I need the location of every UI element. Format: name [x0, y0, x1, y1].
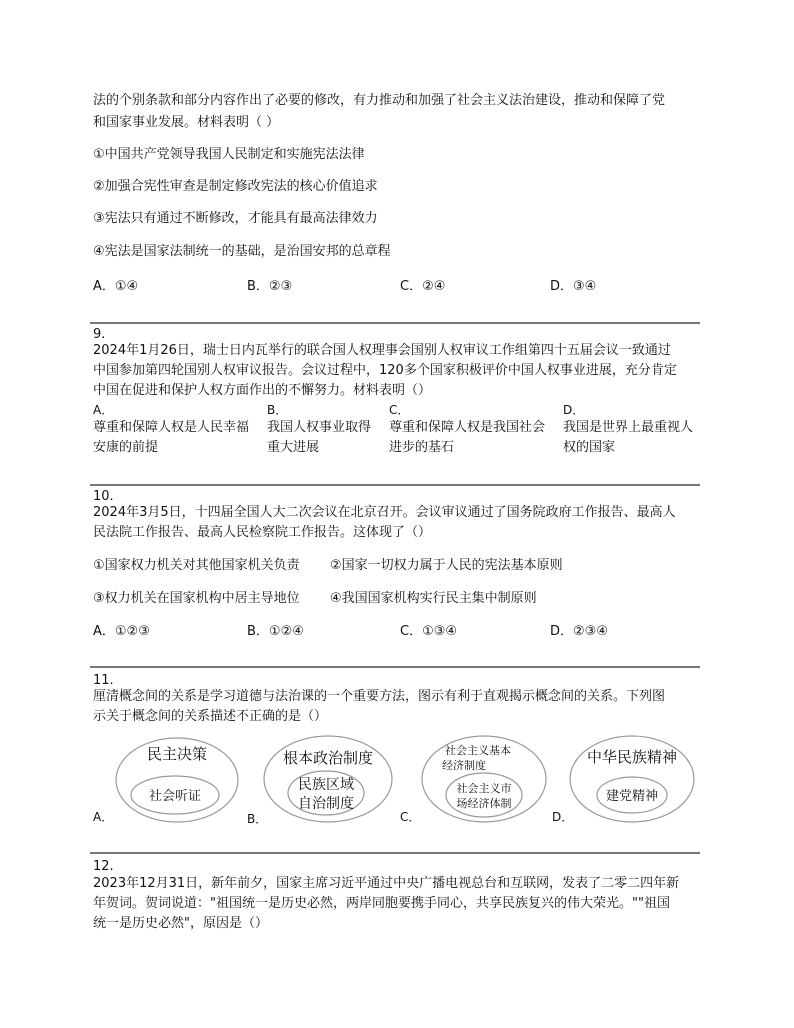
- q12-stem-line3: 统一是历史必然"，原因是（）: [93, 916, 268, 931]
- q11-diagram-d[interactable]: [568, 733, 696, 825]
- q11-c-inner-label-1: 社会主义市: [456, 782, 512, 795]
- q8-option-b[interactable]: B．②③: [247, 279, 293, 294]
- q10-option-c[interactable]: C．①③④: [400, 624, 458, 639]
- q11-stem-line2: 示关于概念间的关系描述不正确的是（）: [93, 709, 328, 724]
- q11-b-inner-label-2: 自治制度: [298, 796, 354, 812]
- q11-b-outer-label: 根本政治制度: [282, 749, 374, 767]
- q11-number: 11.: [93, 673, 114, 688]
- inner-ellipse: [446, 773, 522, 817]
- q11-option-b-letter[interactable]: B．: [247, 812, 268, 826]
- q11-c-inner-label-2: 场经济体制: [456, 797, 512, 810]
- q11-b-inner-label-1: 民族区域: [298, 777, 354, 793]
- q9-option-c-text: 尊重和保障人权是我国社会进步的基石: [389, 420, 546, 455]
- q9-option-a[interactable]: [93, 402, 261, 458]
- q8-stem-line2: 和国家事业发展。材料表明（ ）: [93, 115, 280, 130]
- q9-stem-line2: 中国参加第四轮国别人权审议报告。会议过程中，120多个国家积极评价中国人权事业进展，充分肯定: [93, 363, 677, 378]
- q11-stem-line1: 厘清概念间的关系是学习道德与法治课的一个重要方法，图示有利于直观揭示概念间的关系。下列图: [93, 689, 666, 704]
- q9-number: 9.: [93, 327, 106, 342]
- q10-option-a[interactable]: A．①②③: [93, 624, 150, 639]
- q12-stem-line2: 年贺词。贺词说道："祖国统一是历史必然，两岸同胞要携手同心，共享民族复兴的伟大荣光。""祖国: [93, 896, 670, 911]
- q9-option-d-letter: D．: [563, 403, 585, 417]
- q9-option-b[interactable]: [267, 402, 383, 458]
- q8-item-1: ①中国共产党领导我国人民制定和实施宪法法律: [93, 147, 365, 162]
- q9-option-c[interactable]: [389, 402, 557, 458]
- q8-option-a[interactable]: A．①④: [93, 279, 139, 294]
- q8-item-2: ②加强合宪性审查是制定修改宪法的核心价值追求: [93, 179, 378, 194]
- q11-a-inner-label: 社会听证: [148, 789, 202, 804]
- q8-option-c[interactable]: C．②④: [400, 279, 446, 294]
- q12-stem-line1: 2023年12月31日，新年前夕，国家主席习近平通过中央广播电视总台和互联网，发表了二零二四年新: [93, 876, 680, 891]
- q11-diagram-b[interactable]: [262, 733, 394, 825]
- q9-option-a-letter: A．: [93, 403, 114, 417]
- q9-stem-line1: 2024年1月26日，瑞士日内瓦举行的联合国人权理事会国别人权审议工作组第四十五届会议一致通过: [93, 343, 671, 358]
- divider: [90, 852, 700, 854]
- q8-item-3: ③宪法只有通过不断修改，才能具有最高法律效力: [93, 211, 378, 226]
- q10-option-b[interactable]: B．①②④: [247, 624, 304, 639]
- divider: [90, 484, 700, 486]
- q10-item-4: ④我国国家机构实行民主集中制原则: [330, 591, 537, 606]
- q9-option-d[interactable]: [563, 402, 703, 458]
- q8-option-d[interactable]: D．③④: [550, 279, 597, 294]
- q11-option-c-letter[interactable]: C．: [400, 810, 421, 824]
- q10-stem-line2: 民法院工作报告、最高人民检察院工作报告。这体现了（）: [93, 525, 432, 540]
- q9-option-d-text: 我国是世界上最重视人权的国家: [563, 420, 694, 455]
- q11-option-d-letter[interactable]: D．: [552, 810, 574, 824]
- q9-stem-line3: 中国在促进和保护人权方面作出的不懈努力。材料表明（）: [93, 383, 432, 398]
- q9-option-a-text: 尊重和保障人权是人民幸福安康的前提: [93, 420, 250, 455]
- divider: [90, 322, 700, 324]
- q8-stem-line1: 法的个别条款和部分内容作出了必要的修改，有力推动和加强了社会主义法治建设，推动和保障了党: [93, 93, 666, 108]
- q11-d-outer-label: 中华民族精神: [586, 748, 678, 766]
- q11-a-outer-label: 民主决策: [146, 745, 208, 763]
- q12-number: 12.: [93, 859, 114, 874]
- divider: [90, 666, 700, 668]
- q11-c-outer-label-2: 经济制度: [442, 759, 486, 772]
- q8-item-4: ④宪法是国家法制统一的基础，是治国安邦的总章程: [93, 244, 391, 259]
- q10-item-2: ②国家一切权力属于人民的宪法基本原则: [330, 558, 563, 573]
- q10-item-3: ③权力机关在国家机构中居主导地位: [93, 591, 300, 606]
- q11-diagram-a[interactable]: [114, 735, 240, 825]
- q11-c-outer-label-1: 社会主义基本: [445, 744, 511, 757]
- q9-option-c-letter: C．: [389, 403, 410, 417]
- q10-option-d[interactable]: D．②③④: [550, 624, 608, 639]
- q10-item-1: ①国家权力机关对其他国家机关负责: [93, 558, 300, 573]
- q11-d-inner-label: 建党精神: [605, 789, 659, 804]
- q9-option-b-text: 我国人权事业取得重大进展: [267, 420, 372, 455]
- q10-stem-line1: 2024年3月5日，十四届全国人大二次会议在北京召开。会议审议通过了国务院政府工作报告、最高人: [93, 505, 676, 520]
- q11-diagram-c[interactable]: [420, 733, 548, 825]
- q11-option-a-letter[interactable]: A．: [93, 810, 114, 824]
- q9-option-b-letter: B．: [267, 403, 288, 417]
- q10-number: 10.: [93, 489, 114, 504]
